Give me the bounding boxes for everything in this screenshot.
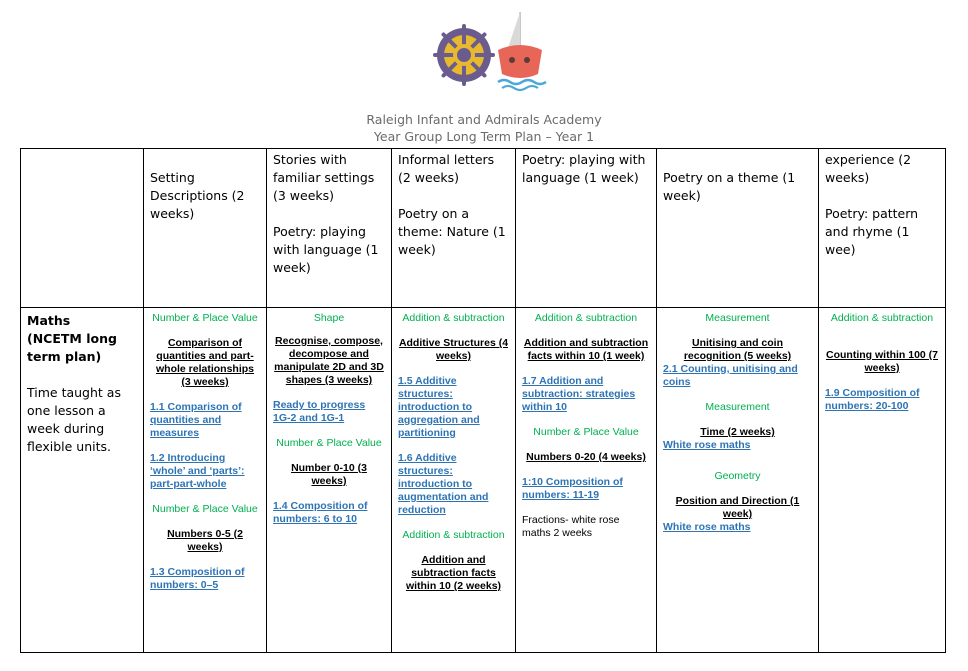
- lesson-link[interactable]: 1.7 Addition and subtraction: strategies within 10: [522, 375, 636, 413]
- topic-title: Number 0-10 (3 weeks): [291, 462, 367, 487]
- lesson-link[interactable]: 1:10 Composition of numbers: 11-19: [522, 476, 623, 501]
- maths-unit-1: [144, 308, 267, 653]
- topic-title: Recognise, compose, decompose and manipulate 2D and 3D shapes (3 weeks): [274, 335, 384, 386]
- boat-icon: [498, 12, 546, 90]
- writing-unit-1: Setting Descriptions (2 weeks): [144, 149, 267, 308]
- category-label: Number & Place Value: [533, 426, 639, 438]
- writing-unit-5: Poetry on a theme (1 week): [657, 149, 819, 308]
- category-label: Measurement: [705, 312, 770, 324]
- maths-note: Time taught as one lesson a week during flexible units.: [27, 385, 121, 454]
- category-label: Addition & subtraction: [534, 312, 638, 324]
- category-label: Number & Place Value: [152, 312, 258, 324]
- topic-title: Counting within 100 (7 weeks): [826, 349, 938, 374]
- writing-row: [21, 149, 946, 308]
- fractions-note: Fractions- white rose maths 2 weeks: [522, 514, 620, 539]
- lesson-link[interactable]: White rose maths: [663, 521, 751, 533]
- school-name: Raleigh Infant and Admirals Academy: [366, 112, 602, 127]
- lesson-link[interactable]: Ready to progress 1G-2 and 1G-1: [273, 399, 366, 424]
- topic-title: Comparison of quantities and part-whole relationships (3 weeks): [155, 337, 255, 388]
- maths-unit-2: [267, 308, 392, 653]
- lesson-link[interactable]: 1.4 Composition of numbers: 6 to 10: [273, 500, 368, 525]
- category-label: Addition & subtraction: [830, 312, 934, 324]
- category-label: Number & Place Value: [276, 437, 382, 449]
- topic-title: Additive Structures (4 weeks): [398, 337, 509, 362]
- category-label: Addition & subtraction: [402, 312, 505, 324]
- maths-subtitle: (NCETM long term plan): [27, 331, 117, 364]
- lesson-link[interactable]: 1.3 Composition of numbers: 0–5: [150, 566, 245, 591]
- writing-unit-4: Poetry: playing with language (1 week): [516, 149, 657, 308]
- topic-title: Addition and subtraction facts within 10 (1 week): [523, 337, 649, 362]
- writing-unit-6: experience (2 weeks) Poetry: pattern and rhyme (1 wee): [819, 149, 946, 308]
- topic-title: Time (2 weeks): [700, 426, 775, 438]
- maths-title: Maths: [27, 313, 71, 328]
- writing-unit-3: Informal letters (2 weeks) Poetry on a theme: Nature (1 week): [392, 149, 516, 308]
- maths-unit-6: [819, 308, 946, 653]
- maths-row: [21, 308, 946, 653]
- maths-label-cell: [21, 308, 144, 653]
- plan-title: Year Group Long Term Plan – Year 1: [373, 129, 595, 144]
- maths-unit-3: [392, 308, 516, 653]
- topic-title: Unitising and coin recognition (5 weeks): [683, 337, 792, 362]
- category-label: Measurement: [705, 401, 770, 413]
- lesson-link[interactable]: White rose maths: [663, 439, 751, 451]
- topic-title: Position and Direction (1 week): [675, 495, 800, 520]
- lesson-link[interactable]: 1.5 Additive structures: introduction to aggregation and partitioning: [398, 375, 480, 439]
- compass-icon: [435, 26, 493, 84]
- category-label: Number & Place Value: [152, 503, 258, 515]
- lesson-link[interactable]: 2.1 Counting, unitising and coins: [663, 363, 798, 388]
- academy-logo: [432, 8, 548, 98]
- lesson-link[interactable]: 1.1 Comparison of quantities and measures: [150, 401, 242, 439]
- row-label-empty: [21, 149, 144, 308]
- lesson-link[interactable]: 1.9 Composition of numbers: 20-100: [825, 387, 920, 412]
- topic-title: Numbers 0-5 (2 weeks): [167, 528, 243, 553]
- category-label: Addition & subtraction: [402, 529, 505, 541]
- maths-unit-4: [516, 308, 657, 653]
- topic-title: Numbers 0-20 (4 weeks): [526, 451, 646, 463]
- maths-unit-5: [657, 308, 819, 653]
- lesson-link[interactable]: 1.2 Introducing ‘whole’ and ‘parts’: part-part-whole: [150, 452, 245, 490]
- long-term-plan-table: [20, 148, 946, 653]
- lesson-link[interactable]: 1.6 Additive structures: introduction to augmentation and reduction: [398, 452, 489, 516]
- writing-unit-2: Stories with familiar settings (3 weeks) Poetry: playing with language (1 week): [267, 149, 392, 308]
- topic-title: Addition and subtraction facts within 10 (2 weeks): [405, 554, 502, 592]
- category-label: Geometry: [714, 470, 761, 482]
- category-label: Shape: [313, 312, 345, 324]
